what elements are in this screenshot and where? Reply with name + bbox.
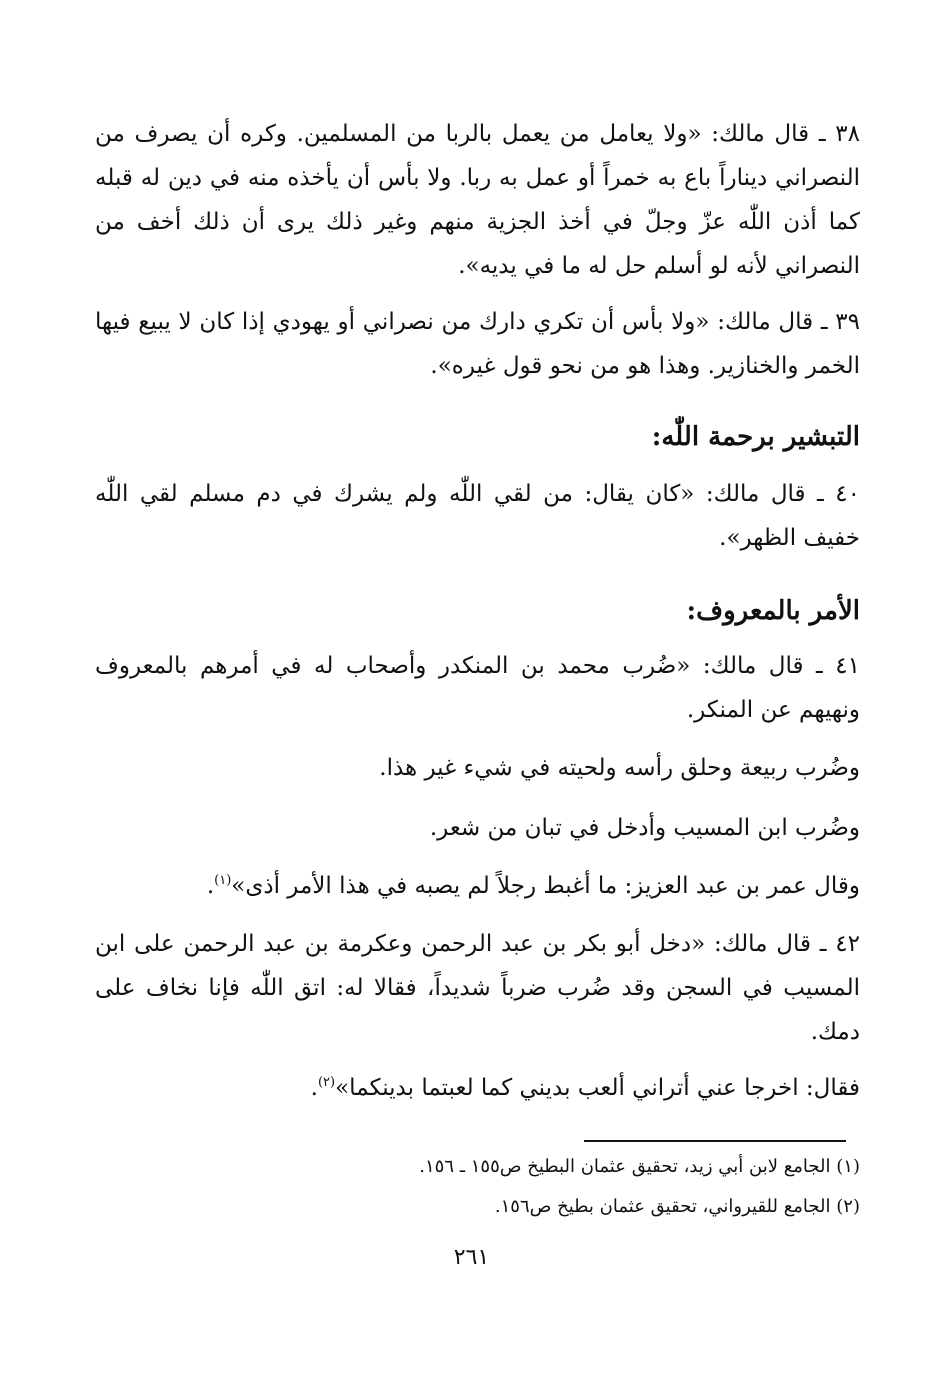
footnote-1: [419, 1156, 860, 1177]
line-umar: [207, 864, 860, 908]
footnote-1-text: الجامع لابن أبي زيد، تحقيق عثمان البطيخ ص١٥٥ ـ ١٥٦.: [419, 1156, 831, 1177]
paragraph-42-body: «دخل أبو بكر بن عبد الرحمن وعكرمة بن عبد الرحمن على ابن المسيب في السجن وقد ضُرب ضرباً شديداً، فقالا له: اتق اللّٰه فإنا نخاف على دمك.: [95, 931, 860, 1045]
line-umar-text: وقال عمر بن عبد العزيز: ما أغبط رجلاً لم يصبه في هذا الأمر أذى»: [231, 873, 860, 899]
line-faqal-end: .: [310, 1075, 318, 1101]
footnote-2-text: الجامع للقيرواني، تحقيق عثمان بطيخ ص١٥٦.: [494, 1196, 831, 1217]
footnote-1-num: (١): [836, 1156, 860, 1177]
paragraph-39-lead: ٣٩ ـ قال مالك:: [709, 309, 860, 335]
paragraph-39-body: «ولا بأس أن تكري دارك من نصراني أو يهودي إذا كان لا يبيع فيها الخمر والخنازير. وهذا هو من نحو قول غيره».: [95, 309, 860, 379]
page-number: ٢٦١: [453, 1245, 490, 1270]
line-faqal-text: فقال: اخرجا عني أتراني ألعب بديني كما لعبتما بدينكما»: [335, 1075, 860, 1101]
footnote-2: [495, 1196, 860, 1217]
line-faqal: [311, 1066, 860, 1110]
heading-amr: الأمر بالمعروف:: [686, 596, 860, 626]
paragraph-38-body: «ولا يعامل من يعمل بالربا من المسلمين. وكره أن يصرف من النصراني ديناراً باع به خمراً أو عمل به ربا. ولا بأس أن يأخذه منه في دين له قبله كما أذن اللّٰه عزّ وجلّ في أخذ الجزية منهم وغير ذلك يرى أن ذلك أخف من النصراني لأنه لو أسلم حل له ما في يديه».: [95, 121, 860, 279]
line-musayyib: وضُرب ابن المسيب وأدخل في تبان من شعر.: [429, 815, 860, 841]
footnote-ref-2: (٢): [317, 1075, 336, 1090]
line-rabia: وضُرب ربيعة وحلق رأسه ولحيته في شيء غير هذا.: [379, 755, 860, 781]
paragraph-40-lead: ٤٠ ـ قال مالك:: [694, 481, 860, 507]
footnote-divider: [584, 1140, 846, 1142]
paragraph-41-body: «ضُرب محمد بن المنكدر وأصحاب له في أمرهم بالمعروف ونهيهم عن المنكر.: [95, 653, 860, 723]
footnote-ref-1: (١): [214, 873, 232, 888]
paragraph-38-lead: ٣٨ ـ قال مالك:: [701, 121, 860, 147]
paragraph-42: [95, 922, 860, 1054]
paragraph-40: [95, 472, 860, 560]
paragraph-41: [95, 644, 860, 732]
line-umar-end: .: [206, 873, 215, 899]
heading-tabshir: التبشير برحمة اللّٰه:: [651, 422, 860, 452]
paragraph-39: [95, 300, 860, 388]
paragraph-42-lead: ٤٢ ـ قال مالك:: [705, 931, 860, 957]
paragraph-38: [95, 112, 860, 288]
paragraph-40-body: «كان يقال: من لقي اللّٰه ولم يشرك في دم مسلم لقي اللّٰه خفيف الظهر».: [95, 481, 860, 551]
footnote-2-num: (٢): [836, 1196, 860, 1217]
paragraph-41-lead: ٤١ ـ قال مالك:: [690, 653, 860, 679]
